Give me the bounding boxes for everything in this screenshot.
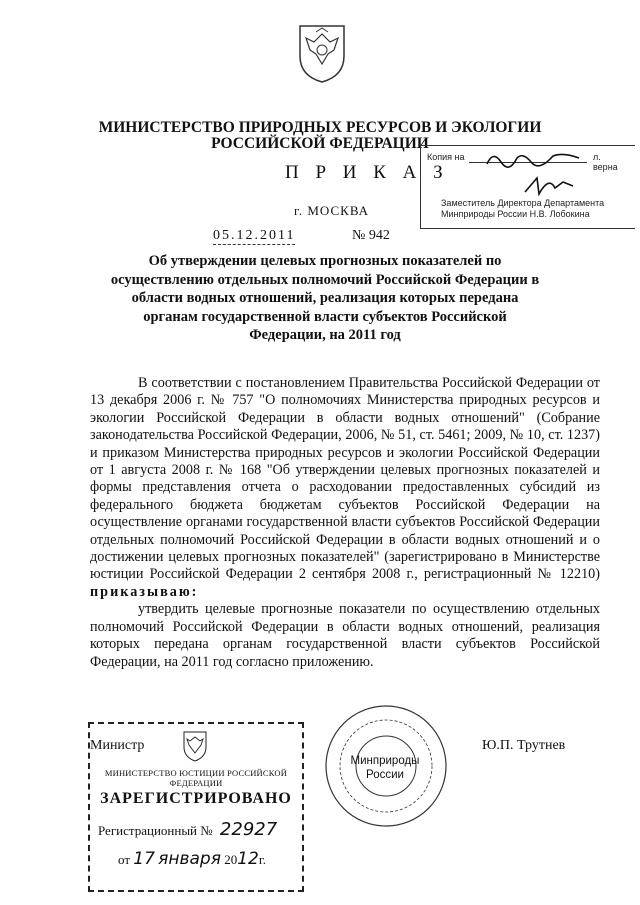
order-body bbox=[90, 375, 600, 671]
city: г. МОСКВА bbox=[294, 203, 370, 218]
handwriting-icon bbox=[483, 148, 583, 170]
reg-number-row bbox=[98, 819, 277, 840]
minister-label: Министр bbox=[90, 738, 145, 753]
seal-line-2: России bbox=[366, 769, 404, 781]
order-keyword: приказываю: bbox=[90, 583, 199, 600]
coat-of-arms-icon bbox=[180, 729, 210, 763]
reg-date-month: января bbox=[158, 849, 221, 869]
deputy-title: Заместитель Директора Департамента bbox=[441, 198, 605, 208]
body-paragraph-1-text: В соответствии с постановлением Правительства Российской Федерации от 13 декабря 2006 г. № 757 "О полномочиях Министерства природных ресурсов и экологии Российской Федерации в области водных отношений" (Собрание законодательства Российской Федерации, 2006, № 51, ст. 5461; 2009, № 10, ст. 1237) и приказом Министерства природных ресурсов и экологии Российской Федерации от 1 августа 2008 г. № 168 "Об утверждении целевых прогнозных показателей и формы представления отчета о расходовании предоставленных субсидий из федерального бюджета бюджетам субъектов Российской Федерации на осуществление органами государственной власти субъектов Российской Федерации отдельных полномочий Российской Федерации в области водных отношений и о достижении целевых прогнозных показателей" (зарегистрировано в Министерстве юстиции Российской Федерации 2 сентября 2008 г., регистрационный № 12210) bbox=[90, 375, 600, 583]
body-paragraph-1 bbox=[90, 375, 600, 601]
signer-name: Ю.П. Трутнев bbox=[482, 738, 566, 753]
order-date: 05.12.2011 bbox=[213, 228, 296, 243]
reg-stamp-status: ЗАРЕГИСТРИРОВАНО bbox=[100, 790, 292, 807]
reg-date-row bbox=[118, 849, 266, 869]
ministry-name-line2: РОССИЙСКОЙ ФЕДЕРАЦИИ bbox=[211, 135, 429, 152]
reg-date-year-prefix: 20 bbox=[224, 852, 238, 867]
seal-line-1: Минприроды bbox=[350, 755, 420, 767]
coat-of-arms-icon bbox=[292, 20, 352, 84]
reg-date-day: 17 bbox=[133, 849, 155, 869]
copy-certification-stamp bbox=[420, 145, 635, 229]
copy-on-label: Копия на bbox=[427, 152, 465, 162]
pages-label: л. верна bbox=[593, 152, 618, 172]
order-number: № 942 bbox=[352, 228, 390, 243]
ministry-name-line1: МИНИСТЕРСТВО ПРИРОДНЫХ РЕСУРСОВ И ЭКОЛОГИИ bbox=[98, 119, 542, 136]
order-title: Об утверждении целевых прогнозных показателей по осуществлению отдельных полномочий Российской Федерации в области водных отношений, реализация которых передана органам государственной власти субъектов Российской Федерации, на 2011 год bbox=[110, 253, 540, 343]
reg-number-value: 22927 bbox=[219, 819, 278, 840]
reg-date-year: 12 bbox=[237, 849, 259, 869]
body-paragraph-2: утвердить целевые прогнозные показатели по осуществлению отдельных полномочий Российской Федерации в области водных отношений, реализация которых передана органам государственной власти субъектов Российской Федерации, на 2011 год согласно приложению. bbox=[90, 601, 600, 670]
deputy-name: Минприроды России Н.В. Лобокина bbox=[441, 209, 590, 219]
reg-year-suffix: г. bbox=[258, 852, 266, 867]
reg-stamp-ministry: МИНИСТЕРСТВО ЮСТИЦИИ РОССИЙСКОЙ ФЕДЕРАЦИИ bbox=[104, 768, 288, 788]
seal-text bbox=[330, 754, 440, 782]
signature-icon bbox=[521, 172, 581, 198]
reg-date-from: от bbox=[118, 852, 131, 867]
reg-number-label: Регистрационный № bbox=[98, 823, 213, 838]
document-type: П Р И К А З bbox=[285, 162, 449, 183]
